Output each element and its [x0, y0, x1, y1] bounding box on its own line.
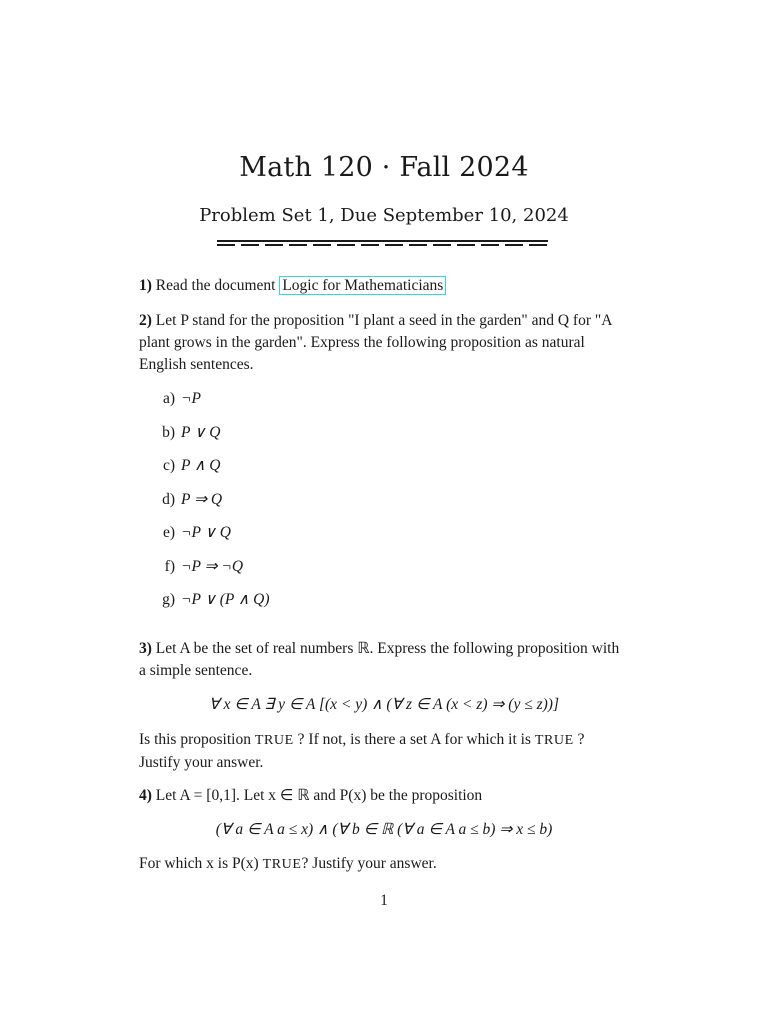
item-label: f) — [164, 558, 175, 575]
problem-text: Read the document — [155, 277, 280, 294]
true-keyword: TRUE — [534, 733, 574, 748]
formula-3: ∀ x ∈ A ∃ y ∈ A [(x < y) ∧ (∀ z ∈ A (x < z) ⇒ (y ≤ z))] — [209, 696, 559, 713]
problem-number: 1) — [139, 277, 152, 294]
problem-1 — [139, 275, 629, 297]
item-expression: ¬P ⇒ ¬Q — [181, 558, 244, 575]
problem-number: 2) — [139, 312, 152, 329]
question-text: ? Justify your answer. — [301, 855, 437, 872]
problem-text: Let A be the set of real numbers ℝ. Express the following proposition with a simple sentence. — [139, 640, 620, 679]
problem-text: Let P stand for the proposition "I plant a seed in the garden" and Q for "A plant grows in the garden". Express the following proposition as natural English sentences. — [139, 312, 612, 373]
item-expression: P ∧ Q — [181, 457, 221, 474]
item-label: a) — [162, 390, 175, 407]
list-item — [155, 456, 220, 475]
question-text: ? If not, is there a set A for which it is — [293, 731, 535, 748]
item-label: g) — [162, 591, 175, 608]
document-link[interactable]: Logic for Mathematicians — [279, 276, 446, 295]
item-label: b) — [162, 424, 175, 441]
divider-dashed-line — [217, 244, 548, 246]
item-label: e) — [162, 524, 175, 541]
question-text: ? Justify your answer. — [139, 731, 585, 771]
title-divider — [217, 240, 548, 246]
item-expression: ¬P ∨ Q — [181, 524, 231, 541]
list-item — [155, 490, 222, 509]
page-number: 1 — [380, 892, 388, 909]
problem-number: 4) — [139, 787, 152, 804]
divider-solid-line — [217, 240, 548, 242]
problem-4-question — [139, 853, 629, 876]
item-expression: P ∨ Q — [181, 424, 221, 441]
true-keyword: TRUE — [262, 857, 302, 872]
question-text: For which x is P(x) — [139, 855, 263, 872]
list-item — [155, 590, 270, 609]
item-label: d) — [162, 491, 175, 508]
problem-2 — [139, 310, 629, 376]
list-item — [155, 390, 201, 408]
problem-text: Let A = [0,1]. Let x ∈ ℝ and P(x) be the proposition — [155, 787, 483, 804]
formula-4: (∀ a ∈ A a ≤ x) ∧ (∀ b ∈ ℝ (∀ a ∈ A a ≤ b) ⇒ x ≤ b) — [215, 821, 553, 838]
problem-4 — [139, 785, 629, 807]
item-label: c) — [162, 457, 175, 474]
problem-number: 3) — [139, 640, 152, 657]
question-text: Is this proposition — [139, 731, 255, 748]
item-expression: ¬P ∨ (P ∧ Q) — [181, 591, 270, 608]
page-title: Math 120 · Fall 2024 — [239, 152, 529, 183]
problem-3 — [139, 638, 629, 682]
list-item — [155, 523, 231, 542]
list-item — [155, 423, 220, 442]
problem-3-question — [139, 729, 629, 774]
page-subtitle: Problem Set 1, Due September 10, 2024 — [199, 205, 569, 226]
item-expression: P ⇒ Q — [181, 491, 223, 508]
item-expression: ¬P — [181, 390, 201, 407]
list-item — [155, 557, 243, 576]
true-keyword: TRUE — [254, 733, 294, 748]
